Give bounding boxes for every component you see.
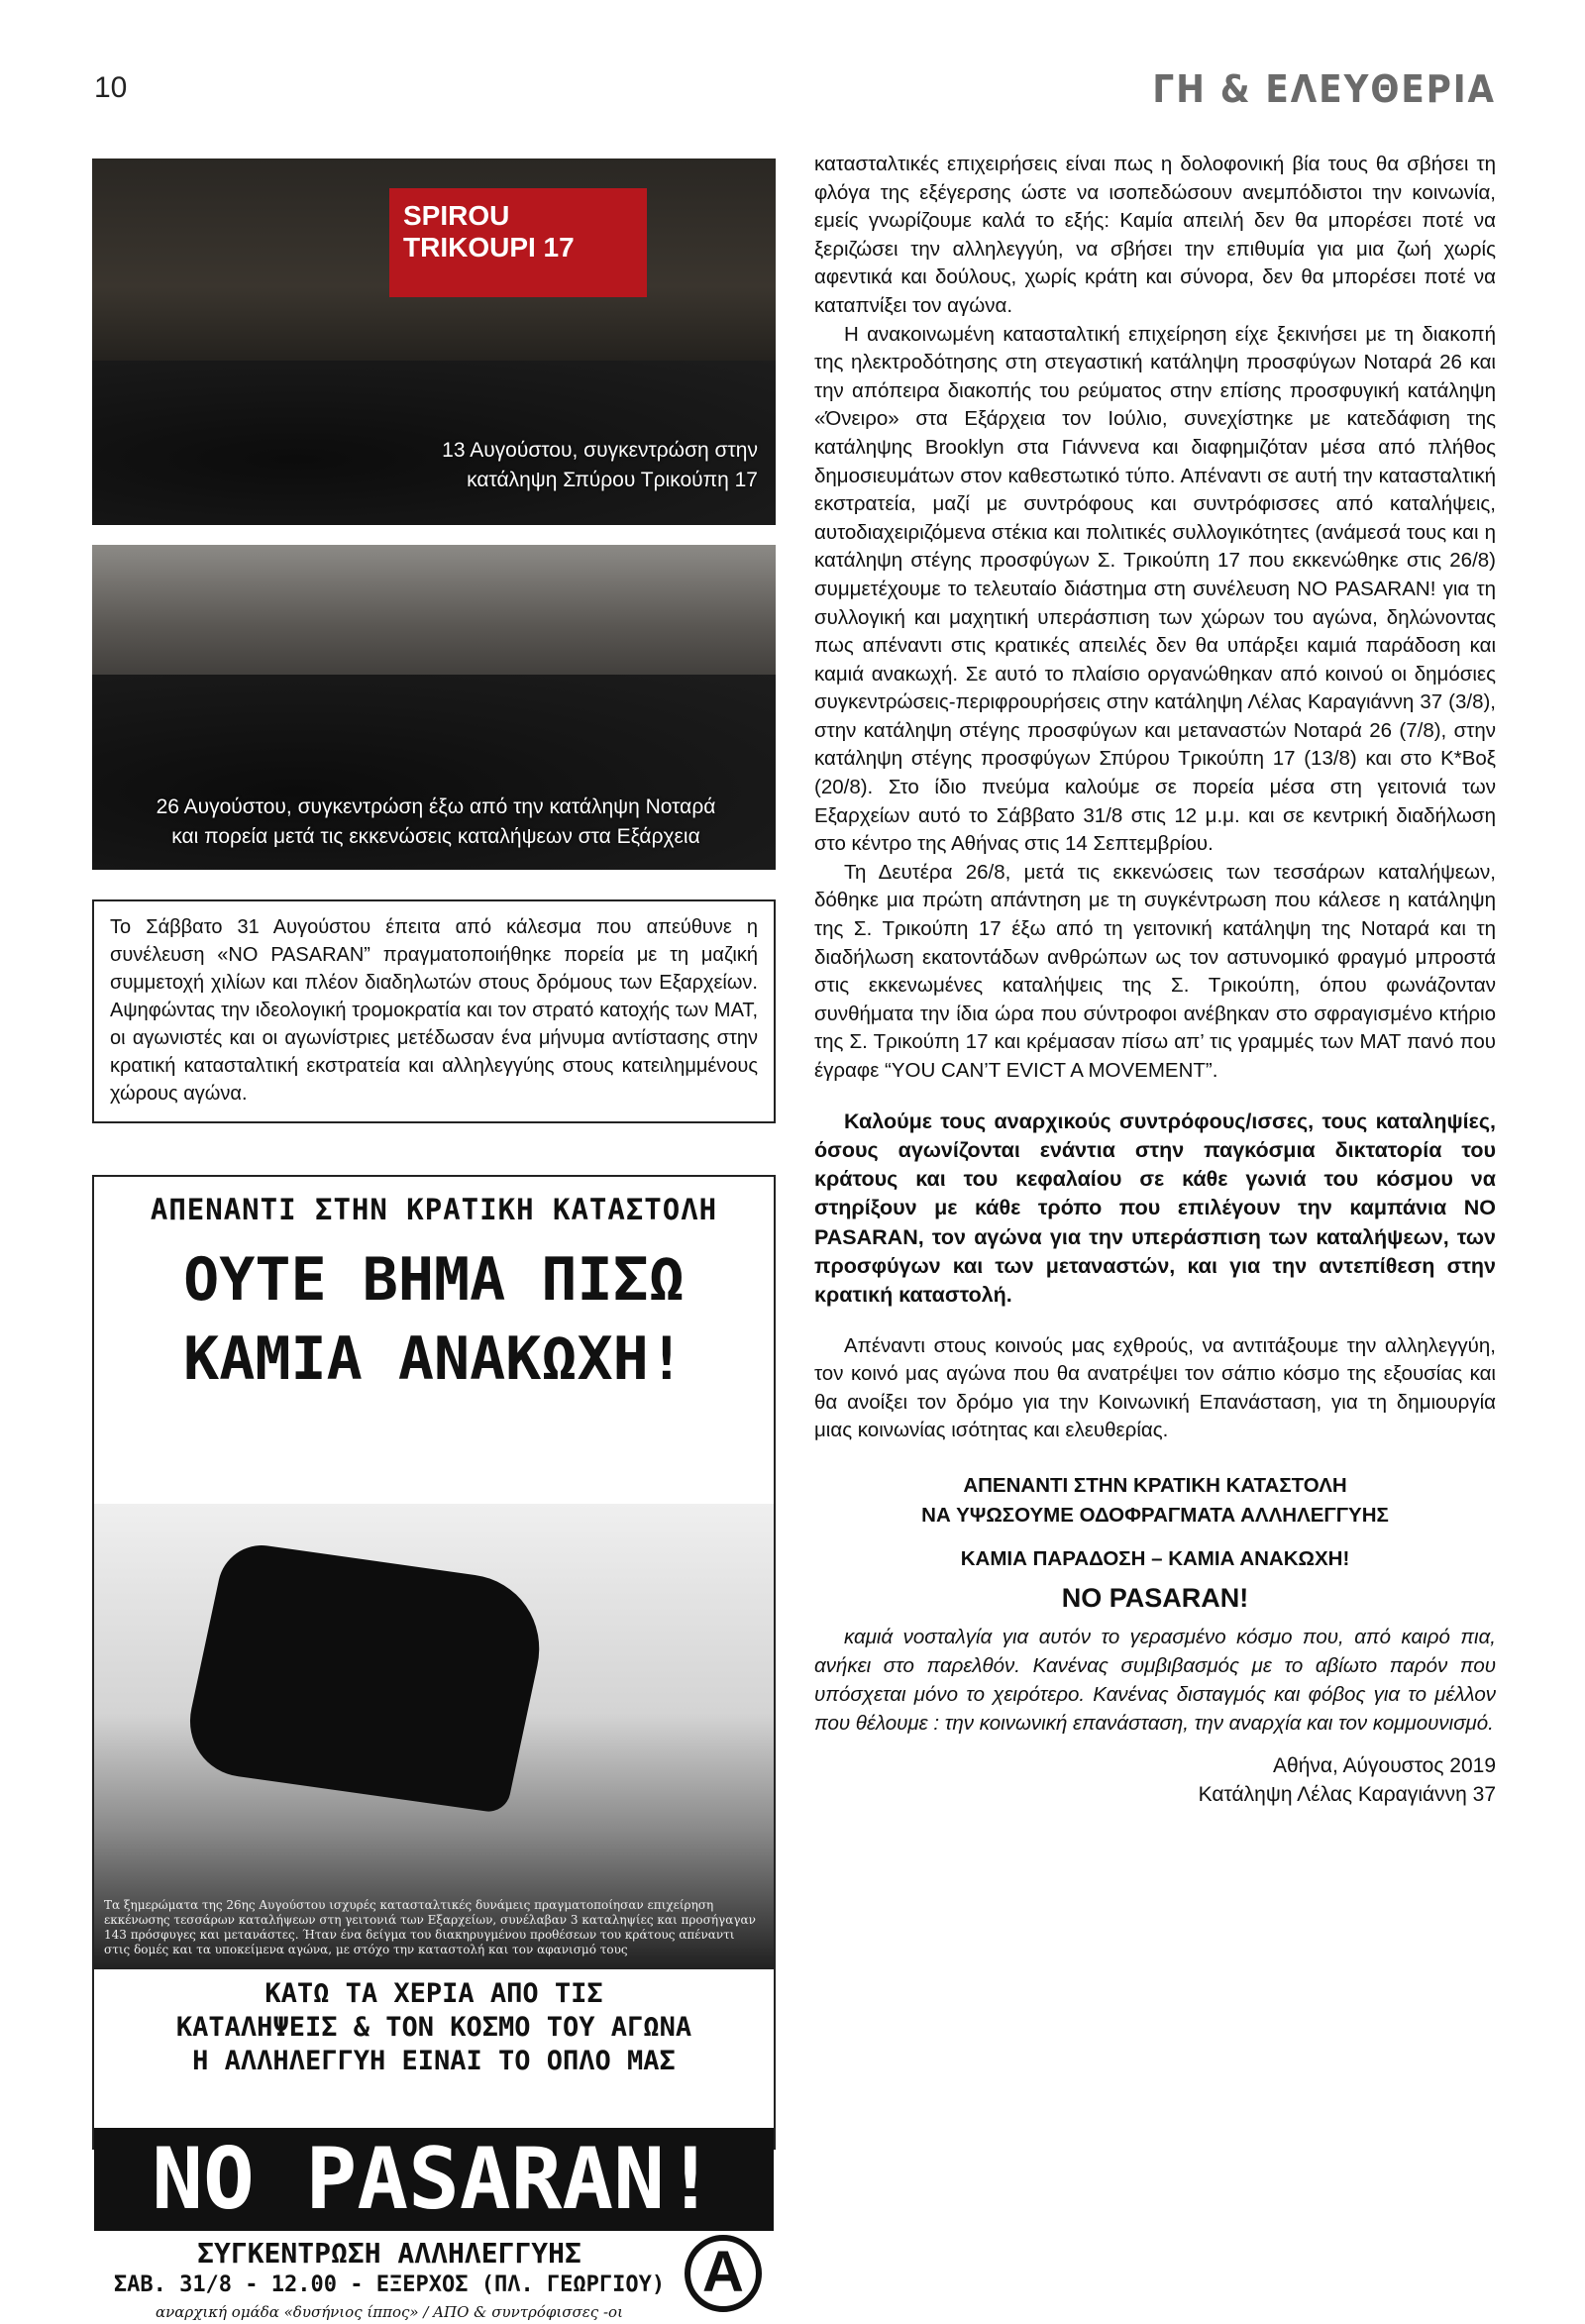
article-paragraph-5: Απέναντι στους κοινούς μας εχθρούς, να αντιτάξουμε την αλληλεγγύη, τον κοινό μας αγώνα που θα ανατρέψει τον σάπιο κόσμο της εξουσίας και θα ανοίξει τον δρόμο για την Κοινωνική Επανάσταση, για τη δημιουργία μιας κοινωνίας ισότητας και ελευθερίας. (814, 1333, 1496, 1442)
poster-mid2: ΚΑΤΑΛΗΨΕΙΣ & ΤΟΝ ΚΟΣΜΟ ΤΟΥ ΑΓΩΝΑ (175, 2012, 692, 2043)
black-flag-icon (179, 1540, 555, 1814)
article-paragraph-1: κατασταλτικές επιχειρήσεις είναι πως η δολοφονική βία τους θα σβήσει τη φλόγα της εξέγερσης ώστε να ισοπεδώσουν ανεμπόδιστοι την κοινωνία, εμείς γνωρίζουμε καλά το εξής: Καμία απειλή δεν θα μπορέσει ποτέ να ξεριζώσει την αλληλεγγύη, να σβήσει την επιθυμία για μια ζωή χωρίς αφεντικά και δούλους, χωρίς κράτη και σύνορα, δεν θα μπορέσει ποτέ να καταπνίξει τον αγώνα. (814, 153, 1496, 317)
signoff-date: Αθήνα, Αύγουστος 2019 (1273, 1753, 1496, 1777)
article-paragraph-2: Η ανακοινωμένη κατασταλτική επιχείρηση είχε ξεκινήσει με τη διακοπή της ηλεκτροδότησης στη στεγαστική κατάληψη προσφύγων Νοταρά 26 και την απόπειρα διακοπής του ρεύματος στην επίσης προσφυγική κατάληψη «Όνειρο» στα Εξάρχεια τον Ιούλιο, συνεχίστηκε με κατεδάφιση της κατάληψης Brooklyn στα Γιάννενα και διαφημιζόταν μέσα από πλήθος δημοσιευμάτων στον καθεστωτικό τύπο. Απέναντι σε αυτή την κατασταλτική εκστρατεία, μαζί με συντρόφους και συντρόφισσες από καταλήψεις, αυτοδιαχειριζόμενα στέκια και πολιτικές συλλογικότητες (ανάμεσά τους και η κατάληψη στέγης προσφύγων Σ. Τρικούπη 17 που εκκενώθηκε στις 26/8) συμμετέχουμε το τελευταίο διάστημα στη συνέλευση NO PASARAN! για τη συλλογική και μαχητική υπεράσπιση των χώρων του αγώνα, δηλώνοντας πως απέναντι στις κρατικές απειλές δεν θα υπάρξει καμιά παράδοση και καμιά ανακωχή. Σε αυτό το πλαίσιο οργανώθηκαν από κοινού οι δημόσιες συγκεντρώσεις-περιφρουρήσεις στην κατάληψη Λέλας Καραγιάννη 37 (3/8), στην κατάληψη στέγης προσφύγων και μεταναστών Νοταρά 26 (7/8), στην κατάληψη στέγης προσφύγων Σπύρου Τρικούπη 17 (13/8) και στο Κ*Βοξ (20/8). Στο ίδιο πνεύμα καλούμε σε πορεία μέσα στη γειτονιά των Εξαρχείων αυτό το Σάββατο 31/8 στις 12 μ.μ. και σε κεντρική διαδήλωση στο κέντρο της Αθήνας στις 14 Σεπτεμβρίου. (814, 322, 1496, 856)
no-pasaran-poster (92, 1175, 776, 2321)
poster-banner: NO PASARAN! (94, 2128, 774, 2231)
article-call-to-action: Καλούμε τους αναρχικούς συντρόφους/ισσες, τους καταληψίες, όσους αγωνίζονται ενάντια στην παγκόσμια δικτατορία του κράτους και του κεφαλαίου σε κάθε γωνιά του κόσμου να στηρίξουν με κάθε τρόπο που επιλέγουν την καμπάνια NO PASARAN, τον αγώνα για την υπεράσπιση των καταλήψεων, των προσφύγων και των μεταναστών, και για την αντεπίθεση στην κρατική καταστολή. (814, 1109, 1496, 1308)
article-column (814, 151, 1496, 1809)
poster-bottom1: ΣΥΓΚΕΝΤΡΩΣΗ ΑΛΛΗΛΕΓΓΥΗΣ (197, 2237, 581, 2270)
photo1-caption-line2: κατάληψη Σπύρου Τρικούπη 17 (467, 469, 758, 491)
boxed-report: Το Σάββατο 31 Αυγούστου έπειτα από κάλεσμα που απεύθυνε η συνέλευση «NO PASARAN” πραγματοποιήθηκε πορεία με τη μαζική συμμετοχή χιλίων και πλέον διαδηλωτών στους δρόμους των Εξαρχείων. Αψηφώντας την ιδεολογική τρομοκρατία και τον στρατό κατοχής των ΜΑΤ, οι αγωνιστές και οι αγωνίστριες μετέδωσαν ένα μήνυμα αντίστασης στην κρατική κατασταλτική εκστρατεία και αλληλεγγύης στους κατειλημμένους χώρους αγώνα. (92, 899, 776, 1123)
photo2-caption-line2: και πορεία μετά τις εκκενώσεις καταλήψεων στα Εξάρχεια (171, 825, 700, 848)
article-paragraph-3: Τη Δευτέρα 26/8, μετά τις εκκενώσεις των τεσσάρων καταλήψεων, δόθηκε μια πρώτη απάντηση με τη συγκέντρωση που κάλεσε η κατάληψη της Σ. Τρικούπη 17 έξω από τη γειτονική κατάληψη της Νοταρά και τη διαδήλωση εκατοντάδων ανθρώπων ως τον αστυνομικό φραγμό μπροστά στις εκκενωμένες καταλήψεις της Σ. Τρικούπη, όπου φωνάζονταν συνθήματα την ίδια ώρα που σύντροφοι ανέβηκαν στο σφραγισμένο κτήριο της Σ. Τρικούπη 17 και κρέμασαν πίσω απ’ τις γραμμές των ΜΑΤ πανό που έγραφε “YOU CAN’T EVICT A MOVEMENT”. (814, 860, 1496, 1082)
poster-bottom2: ΣΑΒ. 31/8 - 12.00 - ΕΞΕΡΧΟΣ (ΠΛ. ΓΕΩΡΓΙΟΥ) (113, 2272, 666, 2297)
poster-mid1: ΚΑΤΩ ΤΑ ΧΕΡΙΑ ΑΠΟ ΤΙΣ (264, 1978, 603, 2009)
slogan-3: ΚΑΜΙΑ ΠΑΡΑΔΟΣΗ – ΚΑΜΙΑ ΑΝΑΚΩΧΗ! (960, 1547, 1350, 1571)
slogan-no-pasaran: NO PASARAN! (1061, 1583, 1249, 1614)
poster-line3: ΚΑΜΙΑ ΑΝΑΚΩΧΗ! (183, 1324, 685, 1394)
signoff-author: Κατάληψη Λέλας Καραγιάννη 37 (1198, 1782, 1496, 1806)
slogan-2: ΝΑ ΥΨΩΣΟΥΜΕ ΟΔΟΦΡΑΓΜΑΤΑ ΑΛΛΗΛΕΓΓΥΗΣ (921, 1504, 1389, 1528)
photo2-caption (114, 792, 758, 852)
photo-notara-march (92, 545, 776, 870)
closing-text: καμιά νοσταλγία για αυτόν το γερασμένο κόσμο που, από καιρό πια, ανήκει στο παρελθόν. Κανένας συμβιβασμός με το αβίωτο παρόν που υπόσχεται μόνο το χειρότερο. Κανένας δισταγμός και φόβος για το μέλλον που θέλουμε : την κοινωνική επανάσταση, την αναρχία και τον κομμουνισμό. (814, 1625, 1496, 1735)
page-number: 10 (94, 71, 128, 104)
squat-sign: SPIROU TRIKOUPI 17 (389, 188, 647, 297)
anarchy-symbol-icon: A (685, 2235, 762, 2312)
photo1-caption (442, 436, 758, 495)
poster-line1: ΑΠΕΝΑΝΤΙ ΣΤΗΝ ΚΡΑΤΙΚΗ ΚΑΤΑΣΤΟΛΗ (150, 1193, 718, 1226)
poster-footer (94, 2237, 685, 2324)
slogan-1: ΑΠΕΝΑΝΤΙ ΣΤΗΝ ΚΡΑΤΙΚΗ ΚΑΤΑΣΤΟΛΗ (963, 1474, 1347, 1498)
photo-squat-trikoupi (92, 158, 776, 525)
poster-mid3: Η ΑΛΛΗΛΕΓΓΥΗ ΕΙΝΑΙ ΤΟ ΟΠΛΟ ΜΑΣ (192, 2046, 676, 2076)
photo2-caption-line1: 26 Αυγούστου, συγκεντρώση έξω από την κατάληψη Νοταρά (156, 795, 716, 818)
poster-header (94, 1193, 774, 1399)
poster-line2: ΟΥΤΕ ΒΗΜΑ ΠΙΣΩ (183, 1245, 685, 1315)
poster-flag-image (94, 1504, 774, 1969)
masthead-title: ΓΗ & ΕΛΕΥΘΕΡΙΑ (1152, 67, 1496, 111)
poster-small-text: Τα ξημερώματα της 26ης Αυγούστου ισχυρές κατασταλτικές δυνάμεις πραγματοποίησαν επιχείρηση εκκένωσης τεσσάρων καταλήψεων στη γειτονιά των Εξαρχείων, συνέλαβαν 3 καταληψίες και προσήγαγαν 143 πρόσφυγες και μετανάστες. Ήταν ένα δείγμα του διακηρυγμένου προθέσεων του κράτους απέναντι στις δομές και τα υποκείμενα αγώνα, με στόχο την καταστολή και τον αφανισμό τους (104, 1898, 756, 1956)
poster-bottom3: αναρχική ομάδα «δυσήνιος ίππος» / ΑΠΟ & συντρόφισσες -οι (156, 2303, 623, 2321)
photo1-caption-line1: 13 Αυγούστου, συγκεντρώση στην (442, 439, 758, 462)
poster-middle (94, 1977, 774, 2078)
